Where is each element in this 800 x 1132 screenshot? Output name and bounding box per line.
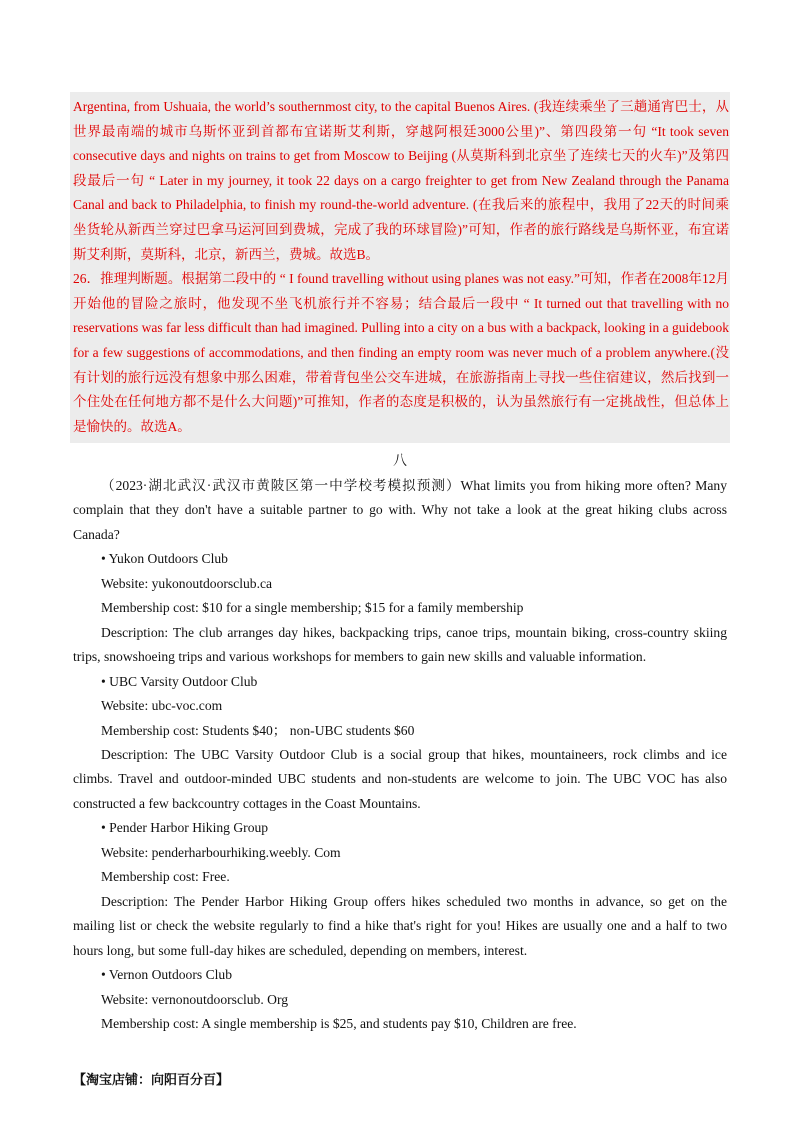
answer-paragraph-25: Argentina, from Ushuaia, the world’s southernmost city, to the capital Buenos Aires. (我连续乘坐了三趟通宵巴士，从世界最南端的城市乌斯怀亚到首都布宜诺斯艾利斯，穿越阿根廷3000公里)”、第四段第一句 “It took seven consecutive days and nights on trains to get from Moscow to Beijing (从莫斯科到北京坐了连续七天的火车)”及第四段最后一句 “ Later in my journey, it took 22 days on a cargo freighter to get from New Zealand through the Panama Canal and back to Philadelphia, to finish my round-the-world adventure. (在我后来的旅程中，我用了22天的时间乘坐货轮从新西兰穿过巴拿马运河回到费城，完成了我的环球冒险)”可知，作者的旅行路线是乌斯怀亚，布宜诺斯艾利斯，莫斯科，北京，新西兰，费城。故选B。 [73, 99, 729, 262]
answer-paragraph-26: 26．推理判断题。根据第二段中的 “ I found travelling without using planes was not easy.”可知，作者在2008年12月开始他的冒险之旅时，他发现不坐飞机旅行并不容易；结合最后一段中 “ It turned out that travelling with no reservations was far less difficult than had imagined. Pulling into a city on a bus with a backpack, looking in a guidebook for a few suggestions of accommodations, and then finding an empty room was never much of a problem anywhere.(没有计划的旅行远没有想象中那么困难，带着背包坐公交车进城，在旅游指南上寻找一些住宿建议，然后找到一个住处在任何地方都不是什么大问题)”可推知，作者的态度是积极的，认为虽然旅行有一定挑战性，但总体上是愉快的。故选A。 [73, 271, 729, 434]
passage-body [73, 474, 727, 1036]
club-name: • Pender Harbor Hiking Group [101, 820, 269, 836]
club-cost: Membership cost: Free. [101, 869, 230, 885]
answer-explanation [73, 95, 729, 439]
club-website: Website: penderharbourhiking.weebly. Com [101, 844, 341, 860]
club-cost: Membership cost: A single membership is $25, and students pay $10, Children are free. [101, 1015, 577, 1031]
section-number: 八 [393, 454, 407, 469]
club-name: • UBC Varsity Outdoor Club [101, 673, 258, 689]
club-name: • Yukon Outdoors Club [101, 551, 228, 567]
club-description: Description: The UBC Varsity Outdoor Club is a social group that hikes, mountaineers, rock climbs and ice climbs. Travel and outdoor-minded UBC students and non-students are welcome to join. The UBC VOC has also constructed a few backcountry cottages in the Coast Mountains. [73, 746, 727, 811]
club-cost: Membership cost: Students $40； non-UBC students $60 [101, 722, 415, 738]
club-description: Description: The club arranges day hikes, backpacking trips, canoe trips, mountain biking, cross-country skiing trips, snowshoeing trips and various workshops for members to gain new skills and valuable information. [73, 624, 727, 665]
club-website: Website: vernonoutdoorsclub. Org [101, 991, 289, 1007]
club-description: Description: The Pender Harbor Hiking Group offers hikes scheduled two months in advance, so get on the mailing list or check the website regularly to find a hike that's right for you! Hikes are usually one and a half to two hours long, but some full-day hikes are scheduled, depending on members, interest. [73, 893, 727, 958]
footer-shop-label: 【淘宝店铺：向阳百分百】 [73, 1073, 230, 1088]
club-website: Website: yukonoutdoorsclub.ca [101, 575, 273, 591]
club-name: • Vernon Outdoors Club [101, 967, 233, 983]
passage-intro: （2023·湖北武汉·武汉市黄陂区第一中学校考模拟预测）What limits you from hiking more often? Many complain that they don't have a suitable partner to go with. Why not take a look at the great hiking clubs across Canada? [73, 478, 727, 542]
club-website: Website: ubc-voc.com [101, 698, 223, 714]
club-cost: Membership cost: $10 for a single membership; $15 for a family membership [101, 600, 524, 616]
